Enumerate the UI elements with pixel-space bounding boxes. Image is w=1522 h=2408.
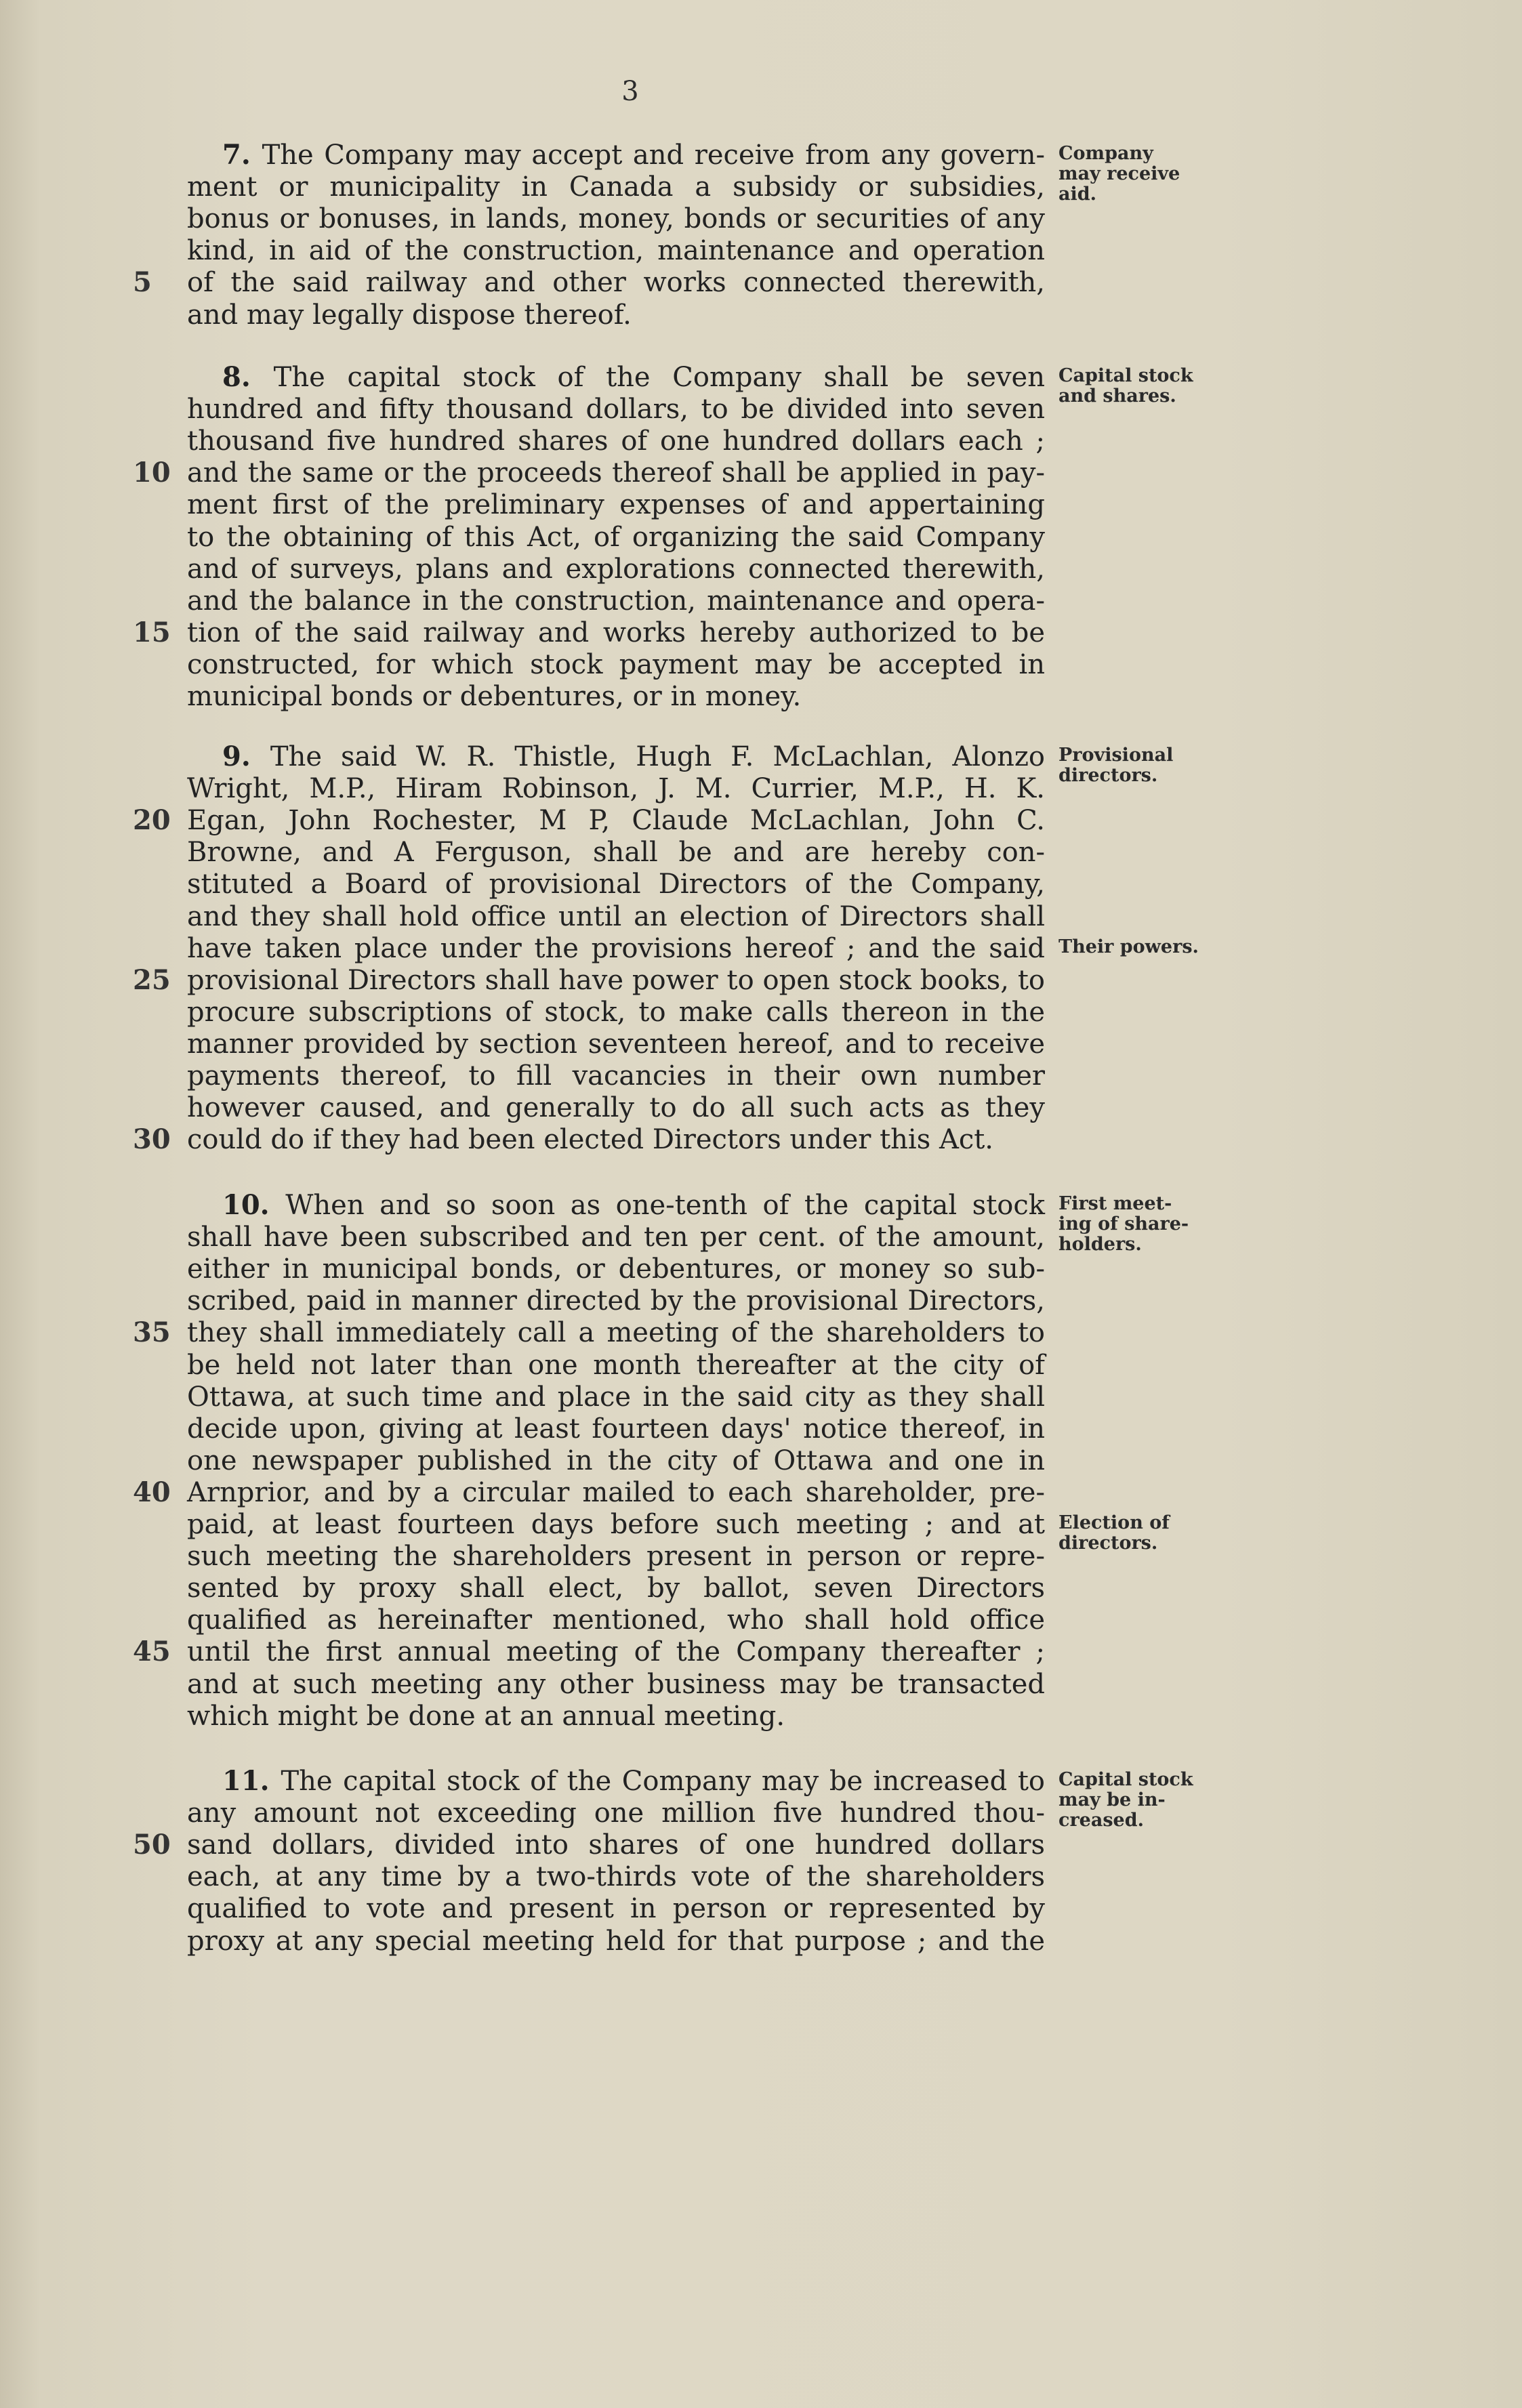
text-line: scribed, paid in manner directed by the provisional Directors, <box>187 1285 1045 1317</box>
text-line: which might be done at an annual meeting. <box>187 1700 785 1732</box>
text-line: Ottawa, at such time and place in the said city as they shall <box>187 1381 1045 1413</box>
text-line: ment or municipality in Canada a subsidy or subsidies, <box>187 171 1045 203</box>
text-line: 7. The Company may accept and receive from any govern- <box>222 139 1045 171</box>
text-line: and they shall hold office until an election of Directors shall <box>187 900 1045 932</box>
margin-line-number: 40 <box>133 1476 171 1508</box>
margin-line-number: 50 <box>133 1829 171 1861</box>
margin-note-line: Their powers. <box>1058 936 1199 957</box>
section-number: 9. <box>222 741 270 772</box>
margin-line-number: 35 <box>133 1316 171 1349</box>
margin-note-line: directors. <box>1058 1533 1158 1554</box>
margin-note <box>1058 1770 1221 1831</box>
text-line: and of surveys, plans and explorations connected therewith, <box>187 553 1045 585</box>
text-line: ment first of the preliminary expenses of and appertaining <box>187 489 1045 521</box>
margin-note-line: Provisional <box>1058 745 1174 766</box>
text-line: be held not later than one month thereafter at the city of <box>187 1349 1045 1381</box>
margin-note-line: may receive <box>1058 163 1180 184</box>
margin-note-line: and shares. <box>1058 386 1176 407</box>
text-line: and the balance in the construction, maintenance and opera- <box>187 585 1045 617</box>
text-line: paid, at least fourteen days before such meeting ; and at <box>187 1509 1045 1540</box>
text-line: 9. The said W. R. Thistle, Hugh F. McLachlan, Alonzo <box>222 741 1045 772</box>
text-line: qualified to vote and present in person or represented by <box>187 1893 1045 1925</box>
text-line: either in municipal bonds, or debentures, or money so sub- <box>187 1253 1045 1285</box>
margin-note <box>1058 937 1221 957</box>
margin-note-line: Capital stock <box>1058 1769 1193 1790</box>
text-line: provisional Directors shall have power to open stock books, to <box>187 964 1045 996</box>
text-line: stituted a Board of provisional Directors of the Company, <box>187 869 1045 900</box>
text-line: procure subscriptions of stock, to make calls thereon in the <box>187 996 1045 1028</box>
margin-line-number: 15 <box>133 616 171 648</box>
text-line: decide upon, giving at least fourteen days' notice thereof, in <box>187 1413 1045 1445</box>
margin-note-line: ing of share- <box>1058 1213 1189 1234</box>
margin-note-line: First meet- <box>1058 1193 1172 1214</box>
margin-line-number: 10 <box>133 457 171 489</box>
text-line: hundred and fifty thousand dollars, to be divided into seven <box>187 394 1045 425</box>
text-line: Browne, and A Ferguson, shall be and are hereby con- <box>187 837 1045 869</box>
text-line: constructed, for which stock payment may be accepted in <box>187 648 1045 680</box>
text-line: 10. When and so soon as one-tenth of the capital stock <box>222 1189 1045 1221</box>
text-line: and may legally dispose thereof. <box>187 299 632 331</box>
margin-note <box>1058 745 1221 786</box>
margin-note-line: creased. <box>1058 1810 1144 1831</box>
page-number: 3 <box>621 76 639 107</box>
text-line: one newspaper published in the city of Ottawa and one in <box>187 1445 1045 1476</box>
margin-note-line: may be in- <box>1058 1789 1166 1810</box>
text-line: could do if they had been elected Directors under this Act. <box>187 1124 994 1156</box>
text-line: sented by proxy shall elect, by ballot, seven Directors <box>187 1573 1045 1604</box>
section-number: 8. <box>222 361 274 393</box>
text-line: Arnprior, and by a circular mailed to each shareholder, pre- <box>187 1476 1045 1508</box>
text-line: have taken place under the provisions hereof ; and the said <box>187 932 1045 964</box>
margin-note <box>1058 1194 1221 1255</box>
text-line: 8. The capital stock of the Company shall be seven <box>222 361 1045 393</box>
margin-line-number: 5 <box>133 266 152 299</box>
text-line: municipal bonds or debentures, or in money. <box>187 681 802 712</box>
text-line: sand dollars, divided into shares of one hundred dollars <box>187 1829 1045 1861</box>
text-line: any amount not exceeding one million five hundred thou- <box>187 1798 1045 1829</box>
margin-line-number: 25 <box>133 963 171 996</box>
margin-note <box>1058 366 1221 407</box>
margin-note-line: Company <box>1058 143 1153 164</box>
text-line: tion of the said railway and works hereby authorized to be <box>187 617 1045 648</box>
text-line: bonus or bonuses, in lands, money, bonds or securities of any <box>187 203 1045 235</box>
text-line: until the first annual meeting of the Company thereafter ; <box>187 1636 1045 1668</box>
text-line: proxy at any special meeting held for that purpose ; and the <box>187 1925 1045 1957</box>
margin-line-number: 45 <box>133 1636 171 1668</box>
section-number: 10. <box>222 1189 286 1221</box>
section-number: 7. <box>222 139 262 171</box>
text-line: and at such meeting any other business may be transacted <box>187 1668 1045 1700</box>
margin-note <box>1058 144 1221 205</box>
text-line: kind, in aid of the construction, maintenance and operation <box>187 235 1045 267</box>
text-line: qualified as hereinafter mentioned, who shall hold office <box>187 1604 1045 1636</box>
margin-note-line: aid. <box>1058 184 1097 205</box>
margin-note-line: Election of <box>1058 1512 1170 1533</box>
text-line: Wright, M.P., Hiram Robinson, J. M. Currier, M.P., H. K. <box>187 773 1045 805</box>
text-line: to the obtaining of this Act, of organizing the said Company <box>187 521 1045 553</box>
text-line: each, at any time by a two-thirds vote of the shareholders <box>187 1861 1045 1893</box>
margin-line-number: 30 <box>133 1123 171 1156</box>
text-line: thousand five hundred shares of one hundred dollars each ; <box>187 425 1045 457</box>
text-line: such meeting the shareholders present in person or repre- <box>187 1541 1045 1573</box>
margin-note-line: holders. <box>1058 1234 1142 1255</box>
section-number: 11. <box>222 1765 281 1797</box>
margin-note <box>1058 1513 1221 1554</box>
text-line: they shall immediately call a meeting of the shareholders to <box>187 1317 1045 1349</box>
margin-note-line: directors. <box>1058 765 1158 786</box>
text-line: manner provided by section seventeen hereof, and to receive <box>187 1028 1045 1060</box>
text-line: payments thereof, to fill vacancies in their own number <box>187 1060 1045 1092</box>
margin-note-line: Capital stock <box>1058 365 1193 386</box>
text-line: of the said railway and other works connected therewith, <box>187 267 1045 299</box>
text-line: Egan, John Rochester, M P, Claude McLachlan, John C. <box>187 805 1045 837</box>
text-line: and the same or the proceeds thereof shall be applied in pay- <box>187 457 1045 489</box>
text-line: 11. The capital stock of the Company may be increased to <box>222 1765 1045 1797</box>
text-line: shall have been subscribed and ten per cent. of the amount, <box>187 1222 1045 1253</box>
text-line: however caused, and generally to do all such acts as they <box>187 1092 1045 1124</box>
margin-line-number: 20 <box>133 804 171 837</box>
